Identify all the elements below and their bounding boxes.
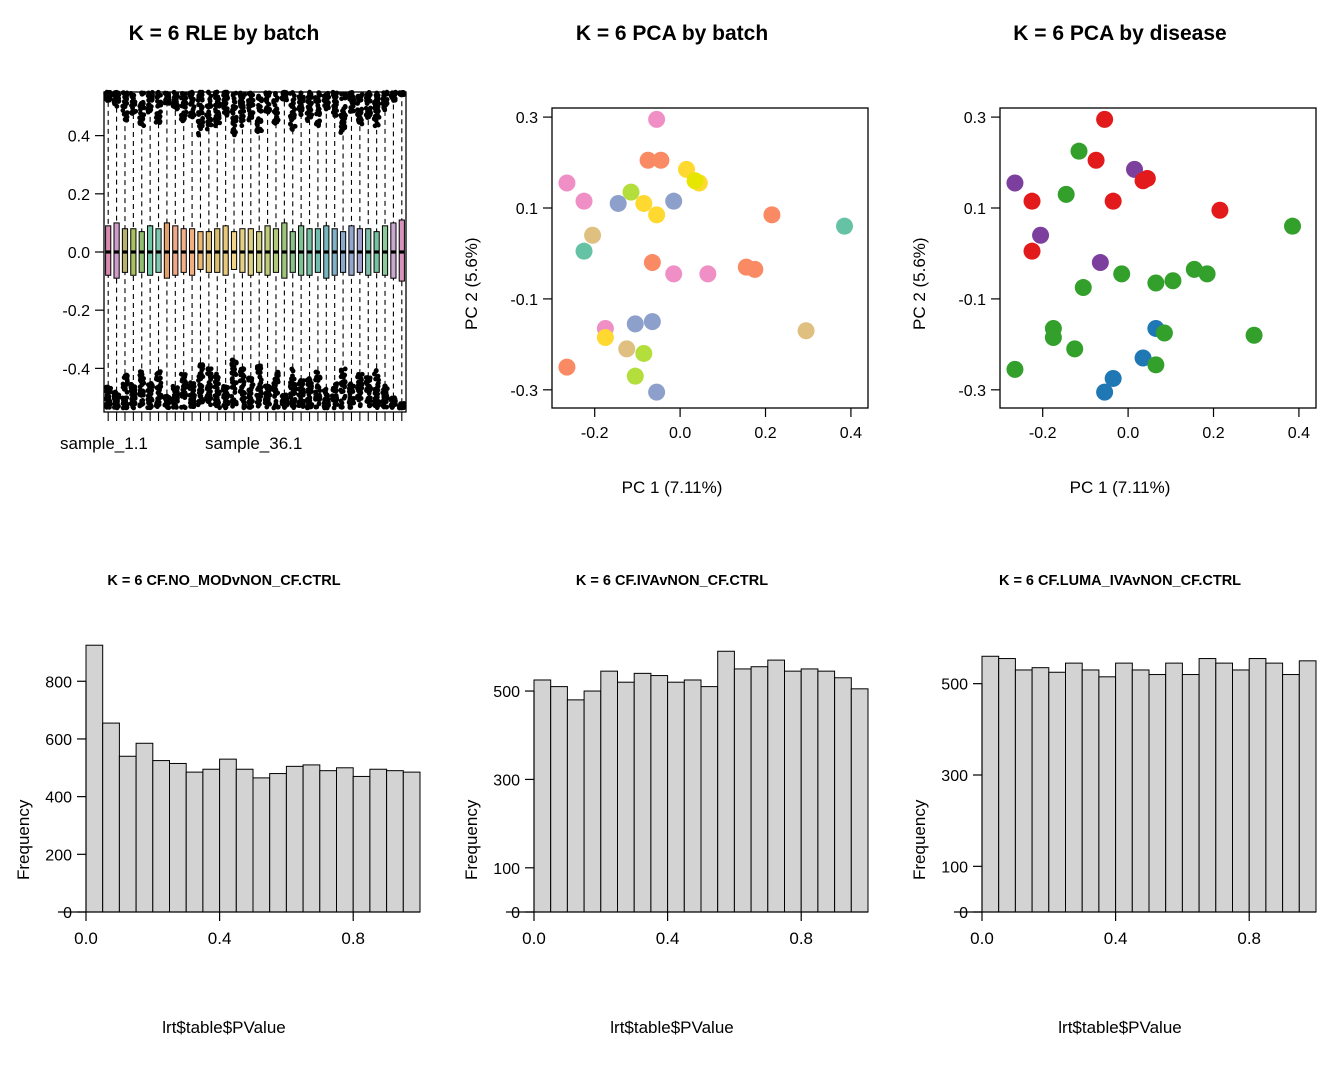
scatter-point: [1045, 329, 1062, 346]
scatter-point: [1092, 254, 1109, 271]
pca-batch-plot-area: [448, 80, 896, 500]
y-tick-label: 0.1: [963, 201, 986, 218]
histogram-bar: [1049, 672, 1066, 912]
scatter-point: [665, 265, 682, 282]
histogram-bar: [801, 669, 818, 912]
hist3-yaxis-label: Frequency: [910, 799, 929, 880]
scatter-point: [1032, 227, 1049, 244]
histogram-bar: [270, 774, 287, 912]
scatter-point: [576, 193, 593, 210]
scatter-point: [1088, 152, 1105, 169]
plot-frame: [552, 108, 868, 408]
scatter-point: [1156, 325, 1173, 342]
y-tick-label: 0: [63, 905, 72, 922]
x-tick-label: 0.4: [655, 929, 680, 948]
histogram-bar: [1299, 661, 1316, 912]
rle-xlabel-last: sample_36.1: [205, 434, 303, 453]
histogram-bar: [320, 771, 337, 912]
y-tick-label: 0.2: [67, 186, 90, 204]
pca-batch-xaxis-label: PC 1 (7.11%): [621, 478, 723, 497]
pca-disease-svg: [896, 80, 1344, 500]
histogram-bar: [236, 769, 253, 912]
histogram-bar: [103, 723, 120, 912]
hist2-xaxis-label: lrt$table$PValue: [610, 1018, 734, 1037]
histogram-bar: [1216, 663, 1233, 912]
histogram-bar: [253, 778, 270, 912]
panel-pca-batch: [448, 22, 896, 46]
scatter-point: [576, 243, 593, 260]
histogram-bar: [1099, 677, 1116, 912]
panel-rle-title: K = 6 RLE by batch: [128, 22, 320, 45]
histogram-bar: [286, 766, 303, 912]
y-tick-label: 0.3: [963, 110, 986, 128]
scatter-point: [623, 184, 640, 201]
scatter-point: [558, 359, 575, 376]
histogram-bar: [1266, 663, 1283, 912]
scatter-point: [1075, 279, 1092, 296]
scatter-point: [1006, 175, 1023, 192]
histogram-bar: [170, 763, 187, 912]
panel-pca-batch-title: K = 6 PCA by batch: [575, 22, 769, 45]
histogram-bar: [601, 671, 618, 912]
panel-pca-disease: [896, 22, 1344, 46]
histogram-bar: [684, 680, 701, 912]
histogram-bar: [1082, 670, 1099, 912]
histogram-bar: [785, 671, 802, 912]
histogram-bar: [851, 689, 868, 912]
histogram-bar: [1166, 663, 1183, 912]
pca-disease-xaxis-label: PC 1 (7.11%): [1069, 478, 1171, 497]
scatter-point: [644, 254, 661, 271]
rle-plot-area: [0, 80, 448, 460]
histogram-bar: [1249, 659, 1266, 912]
histogram-bar: [337, 768, 354, 912]
scatter-point: [836, 218, 853, 235]
hist3-xaxis-label: lrt$table$PValue: [1058, 1018, 1182, 1037]
histogram-bar: [651, 676, 668, 912]
y-tick-label: 0: [959, 905, 968, 922]
y-tick-label: 100: [941, 859, 968, 877]
histogram-bar: [584, 691, 601, 912]
hist1-plot-area: [0, 620, 448, 980]
rle-xlabel-first: sample_1.1: [60, 434, 148, 453]
panel-hist1-title: K = 6 CF.NO_MODvNON_CF.CTRL: [107, 573, 341, 589]
histogram-bar: [119, 756, 136, 912]
scatter-point: [1147, 275, 1164, 292]
x-tick-label: 0.4: [1287, 425, 1311, 442]
y-tick-label: -0.3: [958, 382, 986, 400]
histogram-bar: [1015, 670, 1032, 912]
x-tick-label: 0.4: [207, 929, 232, 948]
scatter-point: [1284, 218, 1301, 235]
y-tick-label: 600: [45, 731, 72, 749]
x-tick-label: 0.2: [1202, 425, 1225, 442]
scatter-point: [627, 315, 644, 332]
x-tick-label: 0.8: [789, 929, 814, 948]
scatter-point: [1147, 356, 1164, 373]
x-tick-label: -0.2: [580, 425, 609, 442]
scatter-point: [1105, 193, 1122, 210]
histogram-bar: [818, 671, 835, 912]
pca-disease-yaxis-label: PC 2 (5.6%): [910, 237, 929, 330]
scatter-point: [648, 111, 665, 128]
y-tick-label: 100: [493, 860, 520, 878]
scatter-point: [1199, 265, 1216, 282]
x-tick-label: 0.8: [1237, 929, 1262, 948]
scatter-point: [687, 172, 704, 189]
histogram-bar: [403, 772, 420, 912]
histogram-bar: [618, 682, 635, 912]
histogram-bar: [668, 682, 685, 912]
scatter-point: [644, 313, 661, 330]
scatter-point: [1164, 272, 1181, 289]
panel-pca-disease-title: K = 6 PCA by disease: [1013, 22, 1227, 45]
scatter-point: [763, 206, 780, 223]
panel-rle: [0, 22, 448, 46]
scatter-point: [1024, 243, 1041, 260]
histogram-bar: [1233, 670, 1250, 912]
histogram-bar: [734, 669, 751, 912]
rle-svg: [0, 80, 448, 460]
x-tick-label: 0.0: [522, 929, 546, 948]
histogram-bar: [982, 656, 999, 912]
scatter-point: [652, 152, 669, 169]
histogram-bar: [1066, 663, 1083, 912]
panel-hist3: [896, 573, 1344, 589]
hist2-plot-area: [448, 620, 896, 980]
scatter-point: [699, 265, 716, 282]
histogram-bar: [1182, 675, 1199, 912]
histogram-bar: [203, 769, 220, 912]
scatter-point: [1211, 202, 1228, 219]
scatter-point: [1246, 327, 1263, 344]
scatter-point: [746, 261, 763, 278]
y-tick-label: 300: [493, 772, 520, 790]
x-tick-label: 0.4: [839, 425, 863, 442]
x-tick-label: 0.8: [341, 929, 366, 948]
y-tick-label: 500: [493, 684, 520, 702]
hist1-xaxis-label: lrt$table$PValue: [162, 1018, 286, 1037]
histogram-bar: [1132, 670, 1149, 912]
histogram-bar: [1199, 659, 1216, 912]
y-tick-label: 800: [45, 674, 72, 692]
y-tick-label: 0.0: [67, 245, 90, 262]
scatter-point: [1066, 340, 1083, 357]
pca-batch-yaxis-label: PC 2 (5.6%): [462, 237, 481, 330]
x-tick-label: 0.0: [1116, 425, 1140, 442]
y-tick-label: 200: [45, 847, 72, 865]
hist2-svg: [448, 620, 896, 980]
pca-disease-plot-area: [896, 80, 1344, 500]
histogram-bar: [718, 651, 735, 912]
scatter-point: [798, 322, 815, 339]
y-tick-label: -0.4: [62, 361, 90, 379]
scatter-point: [1135, 172, 1152, 189]
panel-hist3-title: K = 6 CF.LUMA_IVAvNON_CF.CTRL: [998, 573, 1242, 589]
histogram-bar: [768, 660, 785, 912]
y-tick-label: -0.1: [958, 291, 986, 309]
scatter-point: [635, 195, 652, 212]
x-tick-label: 0.4: [1103, 929, 1128, 948]
histogram-bar: [701, 687, 718, 912]
hist1-svg: [0, 620, 448, 980]
histogram-bar: [370, 769, 387, 912]
histogram-bar: [534, 680, 551, 912]
y-tick-label: 0.3: [515, 110, 538, 128]
histogram-bar: [1032, 668, 1049, 912]
hist3-plot-area: [896, 620, 1344, 980]
scatter-point: [1096, 111, 1113, 128]
histogram-bar: [136, 743, 153, 912]
panel-hist1: [0, 573, 448, 589]
histogram-bar: [634, 673, 651, 912]
y-tick-label: 0.4: [67, 128, 90, 146]
scatter-point: [584, 227, 601, 244]
histogram-bar: [835, 678, 852, 912]
scatter-point: [665, 193, 682, 210]
y-tick-label: 0: [511, 905, 520, 922]
hist3-svg: [896, 620, 1344, 980]
x-tick-label: 0.2: [754, 425, 777, 442]
panel-hist2-title: K = 6 CF.IVAvNON_CF.CTRL: [575, 573, 769, 589]
scatter-point: [1071, 143, 1088, 160]
scatter-point: [1113, 265, 1130, 282]
hist1-yaxis-label: Frequency: [14, 799, 33, 880]
y-tick-label: 500: [941, 676, 968, 694]
histogram-bar: [86, 645, 103, 912]
pca-batch-svg: [448, 80, 896, 500]
histogram-bar: [1283, 675, 1300, 912]
histogram-bar: [999, 659, 1016, 912]
scatter-point: [618, 340, 635, 357]
y-tick-label: -0.3: [510, 382, 538, 400]
histogram-bar: [353, 776, 370, 912]
x-tick-label: -0.2: [1028, 425, 1057, 442]
x-tick-label: 0.0: [668, 425, 692, 442]
histogram-bar: [387, 771, 404, 912]
scatter-point: [648, 206, 665, 223]
scatter-point: [1006, 361, 1023, 378]
scatter-point: [1024, 193, 1041, 210]
panel-hist2: [448, 573, 896, 589]
y-tick-label: -0.1: [510, 291, 538, 309]
scatter-point: [1058, 186, 1075, 203]
scatter-point: [1105, 370, 1122, 387]
hist2-yaxis-label: Frequency: [462, 799, 481, 880]
histogram-bar: [1149, 675, 1166, 912]
scatter-point: [610, 195, 627, 212]
scatter-point: [627, 368, 644, 385]
y-tick-label: -0.2: [62, 303, 90, 321]
histogram-bar: [303, 765, 320, 912]
scatter-point: [597, 329, 614, 346]
y-tick-label: 0.1: [515, 201, 538, 218]
scatter-point: [635, 345, 652, 362]
histogram-bar: [751, 667, 768, 912]
histogram-bar: [567, 700, 584, 912]
y-tick-label: 300: [941, 768, 968, 785]
x-tick-label: 0.0: [74, 929, 98, 948]
x-tick-label: 0.0: [970, 929, 994, 948]
scatter-point: [558, 175, 575, 192]
histogram-bar: [1116, 663, 1133, 912]
histogram-bar: [153, 761, 170, 912]
histogram-bar: [551, 687, 568, 912]
y-tick-label: 400: [45, 789, 72, 807]
scatter-point: [648, 384, 665, 401]
histogram-bar: [186, 772, 203, 912]
histogram-bar: [220, 759, 237, 912]
